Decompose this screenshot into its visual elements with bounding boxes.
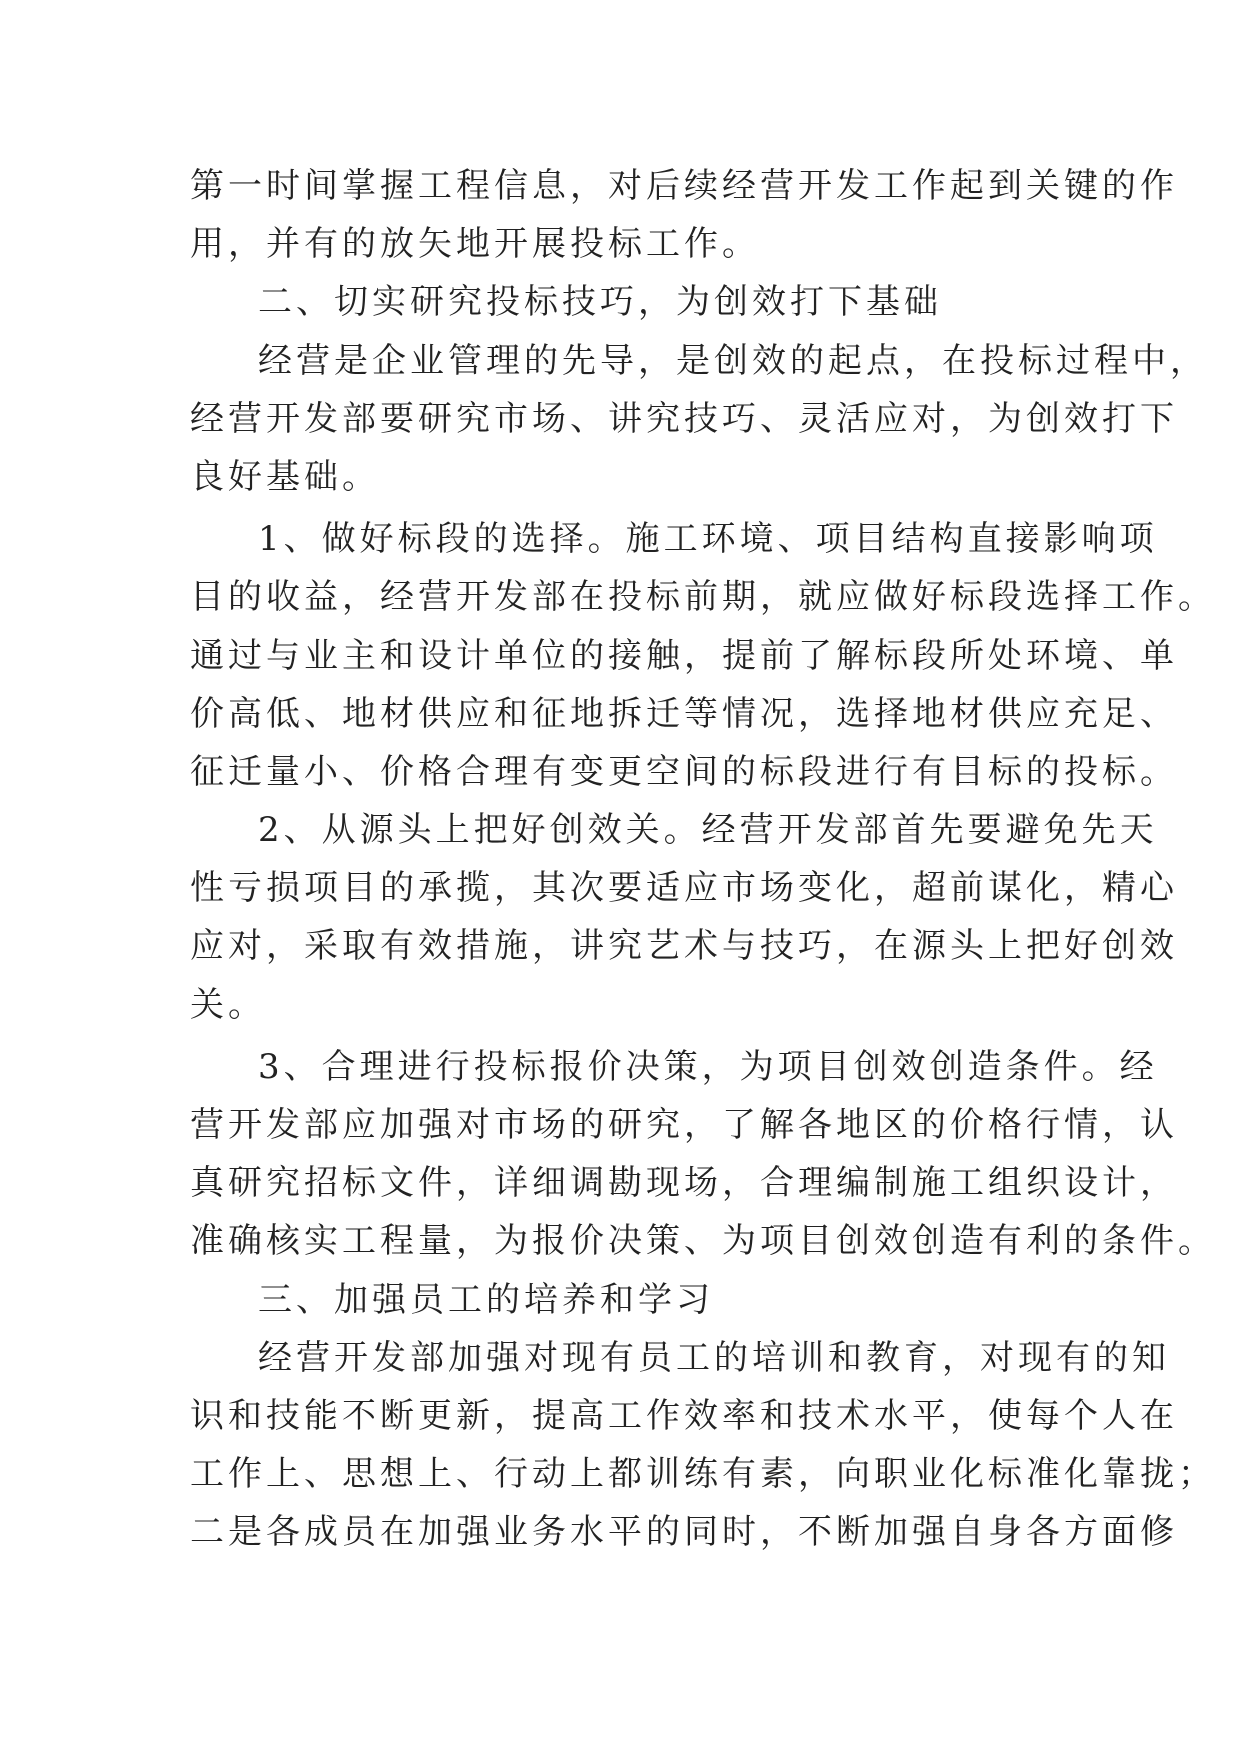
paragraph-line: 性亏损项目的承揽，其次要适应市场变化，超前谋化，精心 [190, 868, 1178, 909]
document-body [190, 157, 1216, 1562]
paragraph-line: 通过与业主和设计单位的接触，提前了解标段所处环境、单 [190, 635, 1178, 676]
paragraph-line: 2、从源头上把好创效关。经营开发部首先要避免先天 [258, 810, 1158, 851]
paragraph-line: 良好基础。 [190, 456, 380, 497]
paragraph-line: 营开发部应加强对市场的研究，了解各地区的价格行情，认 [190, 1105, 1178, 1145]
paragraph-line: 识和技能不断更新，提高工作效率和技术水平，使每个人在 [190, 1395, 1178, 1436]
paragraph-line: 征迁量小、价格合理有变更空间的标段进行有目标的投标。 [190, 751, 1178, 792]
paragraph-line: 经营是企业管理的先导，是创效的起点，在投标过程中， [258, 340, 1208, 381]
section-heading-2: 二、切实研究投标技巧，为创效打下基础 [258, 282, 942, 323]
paragraph-line: 目的收益，经营开发部在投标前期，就应做好标段选择工作。 [190, 577, 1216, 618]
paragraph-line: 经营开发部要研究市场、讲究技巧、灵活应对，为创效打下 [190, 398, 1178, 439]
section-heading-3: 三、加强员工的培养和学习 [258, 1279, 714, 1320]
paragraph-line: 价高低、地材供应和征地拆迁等情况，选择地材供应充足、 [190, 693, 1178, 734]
paragraph-line: 二是各成员在加强业务水平的同时，不断加强自身各方面修 [190, 1512, 1178, 1553]
paragraph-line: 1、做好标段的选择。施工环境、项目结构直接影响项 [258, 519, 1158, 560]
paragraph-line: 真研究招标文件，详细调勘现场，合理编制施工组织设计， [190, 1163, 1178, 1204]
paragraph-line: 用，并有的放矢地开展投标工作。 [190, 224, 760, 265]
paragraph-line: 第一时间掌握工程信息，对后续经营开发工作起到关键的作 [190, 166, 1178, 206]
paragraph-line: 准确核实工程量，为报价决策、为项目创效创造有利的条件。 [190, 1221, 1216, 1262]
paragraph-line: 工作上、思想上、行动上都训练有素，向职业化标准化靠拢； [190, 1454, 1216, 1495]
paragraph-line: 关。 [190, 984, 266, 1025]
paragraph-line: 经营开发部加强对现有员工的培训和教育，对现有的知 [258, 1337, 1170, 1378]
paragraph-line: 应对，采取有效措施，讲究艺术与技巧，在源头上把好创效 [190, 926, 1178, 967]
paragraph-line: 3、合理进行投标报价决策，为项目创效创造条件。经 [258, 1046, 1158, 1087]
